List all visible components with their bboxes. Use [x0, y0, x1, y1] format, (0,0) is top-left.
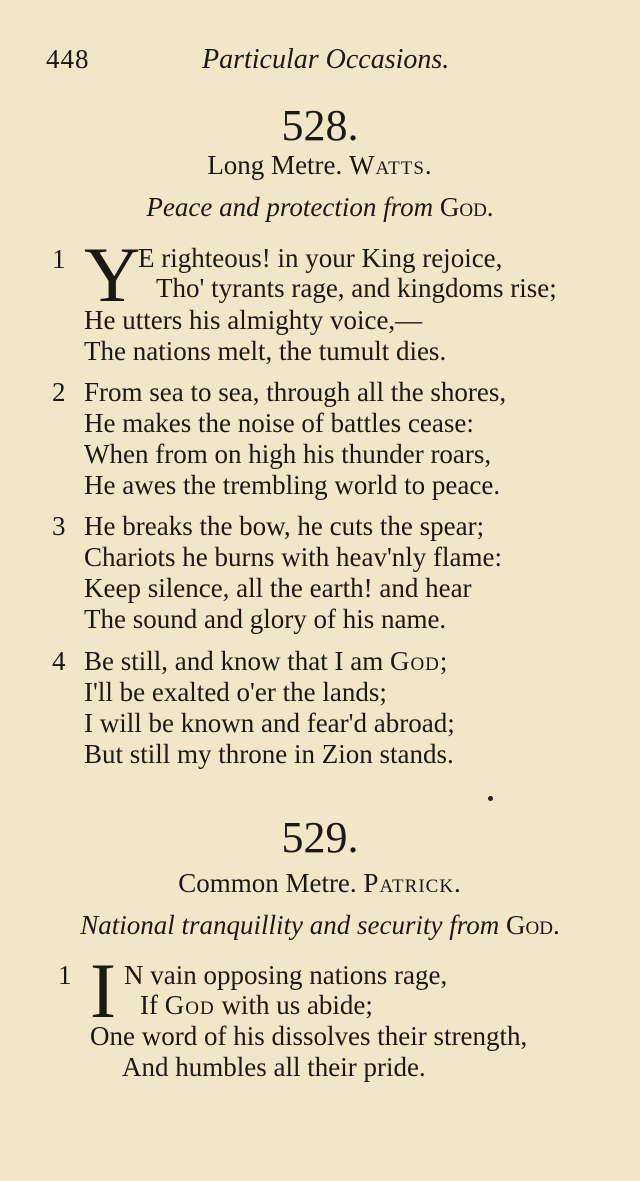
hymn-subject-529 [0, 910, 640, 941]
verse-line: The sound and glory of his name. [84, 604, 447, 634]
author-name: Patrick. [363, 868, 462, 898]
page-header [0, 44, 640, 84]
verse-line: Keep silence, all the earth! and hear [84, 573, 472, 603]
god-word: God [164, 990, 215, 1020]
verse-line: E righteous! in your King rejoice, [138, 243, 503, 273]
verse-line: He makes the noise of battles cease: [84, 408, 474, 438]
verse-line: The nations melt, the tumult dies. [84, 336, 447, 366]
printer-mark [488, 796, 493, 801]
verse-number: 3 [52, 511, 66, 541]
hymn-number-528: 528. [281, 101, 359, 150]
verse-line-text: with us abide; [221, 990, 373, 1020]
verse-line: N vain opposing nations rage, [124, 960, 448, 990]
verse-line: One word of his dissolves their strength, [90, 1021, 528, 1051]
verse-line: And humbles all their pride. [122, 1052, 426, 1082]
verse-line: From sea to sea, through all the shores, [84, 377, 507, 407]
verse-line: He awes the trembling world to peace. [84, 470, 501, 500]
subject-text: Peace and protection from [146, 192, 434, 222]
god-word: God; [389, 646, 449, 676]
hymn-subject-528 [0, 192, 640, 223]
subject-god: God. [439, 192, 494, 222]
hymn-metre-528 [0, 150, 640, 181]
running-head: Particular Occasions. [202, 44, 450, 75]
subject-god: God. [506, 910, 560, 940]
verse-line: I'll be exalted o'er the lands; [84, 677, 387, 707]
metre-label: Common Metre. [178, 868, 357, 898]
verse-line: Tho' tyrants rage, and kingdoms rise; [156, 273, 557, 303]
verse-number: 1 [58, 960, 72, 990]
verse-number: 4 [52, 646, 66, 676]
hymn-metre-529 [0, 868, 640, 899]
hymn-number-529: 529. [281, 813, 359, 862]
verse-line: But still my throne in Zion stands. [84, 739, 454, 769]
verse-line [140, 990, 373, 1021]
verse-number: 2 [52, 377, 66, 407]
verse-line: When from on high his thunder roars, [84, 439, 492, 469]
verse-line: I will be known and fear'd abroad; [84, 708, 455, 738]
verse-line [84, 646, 448, 677]
verse-line-text: Be still, and know that I am [84, 646, 384, 676]
verse-number: 1 [52, 244, 66, 274]
page-number: 448 [46, 44, 90, 74]
verse-line: He breaks the bow, he cuts the spear; [84, 511, 485, 541]
author-name: Watts. [349, 150, 433, 180]
verse-line: He utters his almighty voice,— [84, 305, 423, 335]
metre-label: Long Metre. [207, 150, 343, 180]
drop-cap: I [90, 947, 116, 1034]
drop-cap: Y [84, 231, 141, 318]
verse-line-text: If [140, 990, 158, 1020]
verse-line: Chariots he burns with heav'nly flame: [84, 542, 503, 572]
subject-text: National tranquillity and security from [80, 910, 500, 940]
